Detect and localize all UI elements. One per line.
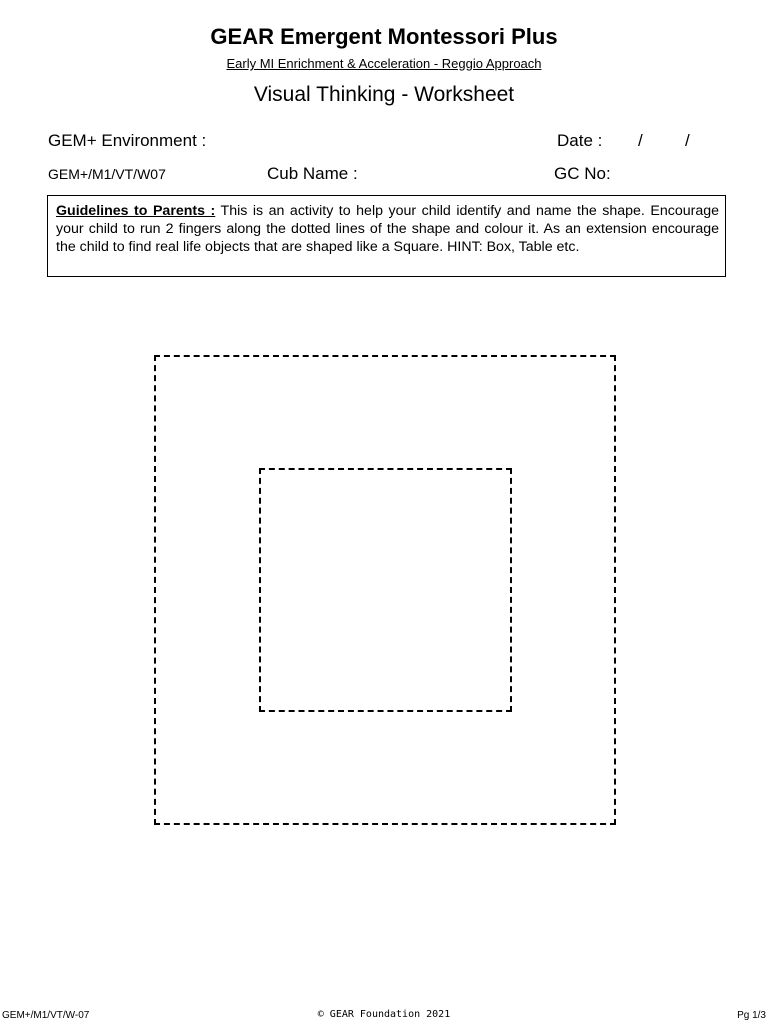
worksheet-code: GEM+/M1/VT/W07 bbox=[48, 166, 166, 182]
cub-name-label: Cub Name : bbox=[267, 164, 358, 183]
footer-page-number: Pg 1/3 bbox=[737, 1010, 766, 1021]
footer-copyright: © GEAR Foundation 2021 bbox=[317, 1009, 451, 1020]
guidelines-lead: Guidelines to Parents : bbox=[56, 203, 216, 219]
gc-no-label: GC No: bbox=[554, 164, 611, 183]
inner-dotted-square bbox=[259, 468, 512, 712]
program-subtitle: Early MI Enrichment & Acceleration - Reggio Approach bbox=[226, 56, 542, 71]
school-title: GEAR Emergent Montessori Plus bbox=[210, 24, 558, 49]
guidelines-text: This is an activity to help your child identify and name the shape. Encourage your child to run 2 fingers along the dotted lines of the shape and colour it. As an extension encourage the child to find real life objects that are shaped like a Square. HINT: Box, Table etc. bbox=[56, 203, 719, 255]
date-separator-2: / bbox=[685, 131, 690, 150]
environment-label: GEM+ Environment : bbox=[48, 131, 207, 150]
footer-code: GEM+/M1/VT/W-07 bbox=[2, 1010, 90, 1021]
date-label: Date : bbox=[557, 131, 603, 150]
date-separator-1: / bbox=[638, 131, 643, 150]
guidelines-box bbox=[47, 195, 726, 277]
worksheet-title: Visual Thinking - Worksheet bbox=[253, 83, 515, 106]
